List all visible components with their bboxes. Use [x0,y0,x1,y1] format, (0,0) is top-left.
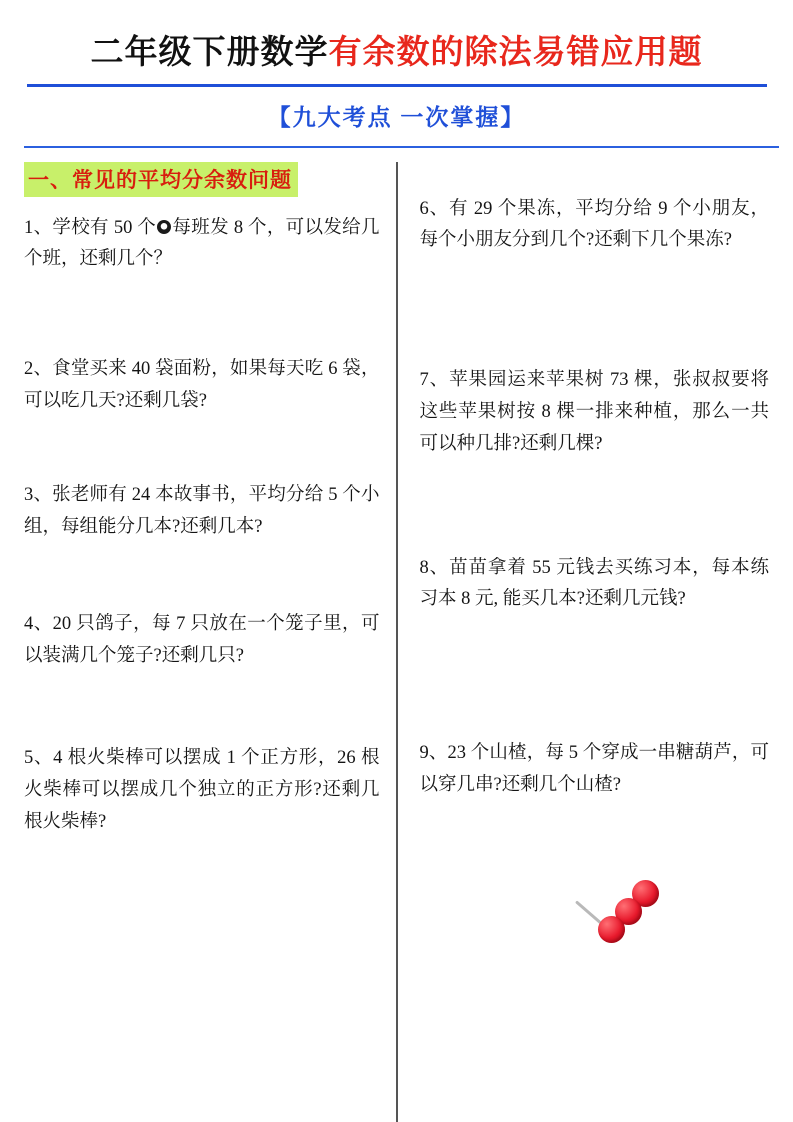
question-1-text-a: 1、学校有 50 个 [24,217,157,238]
question-item: 3、张老师有 24 本故事书，平均分给 5 个小组，每组能分几本?还剩几本? [24,484,380,537]
page-title-red: 有余数的除法易错应用题 [328,35,703,71]
answer-space [420,257,770,365]
answer-space [420,616,770,738]
page-subtitle: 【九大考点 一次掌握】 [267,104,526,130]
page-title-black: 二年级下册数学 [90,35,329,71]
question-item: 7、苹果园运来苹果树 73 棵，张叔叔要将这些苹果树按 8 棵一排来种植，那么一共可以种几排?还剩几棵? [419,370,769,454]
answer-space [420,461,770,553]
answer-space [24,673,380,743]
header-divider [24,146,779,148]
question-1-text-b: 每班发 8 个，可以发给几个班，还剩几个？ [24,217,380,270]
candied-haws-icon [570,830,690,940]
soccer-ball-icon [157,220,171,234]
answer-space [24,418,380,480]
left-column [24,162,396,1122]
right-column [398,162,770,1122]
section-heading: 一、常见的平均分余数问题 [24,162,298,197]
question-item: 4、20 只鸽子，每 7 只放在一个笼子里，可以装满几个笼子?还剩几只? [24,614,380,667]
page-title [24,34,769,74]
question-item [24,213,380,277]
question-item: 6、有 29 个果冻，平均分给 9 个小朋友，每个小朋友分到几个?还剩下几个果冻? [419,198,769,251]
answer-space [24,543,380,609]
content-columns [24,162,769,1122]
answer-space [24,276,380,354]
top-space [420,162,770,194]
question-item: 5、4 根火柴棒可以摆成 1 个正方形，26 根火柴棒可以摆成几个独立的正方形?还剩几根火柴棒? [24,748,380,832]
title-underline [27,84,767,87]
question-item: 8、苗苗拿着 55 元钱去买练习本，每本练习本 8 元, 能买几本?还剩几元钱? [419,557,769,610]
haws-berry [598,916,625,943]
question-item: 9、23 个山楂，每 5 个穿成一串糖葫芦，可以穿几串?还剩几个山楂? [419,743,769,796]
question-item: 2、食堂买来 40 袋面粉，如果每天吃 6 袋，可以吃几天?还剩几袋? [24,359,380,412]
